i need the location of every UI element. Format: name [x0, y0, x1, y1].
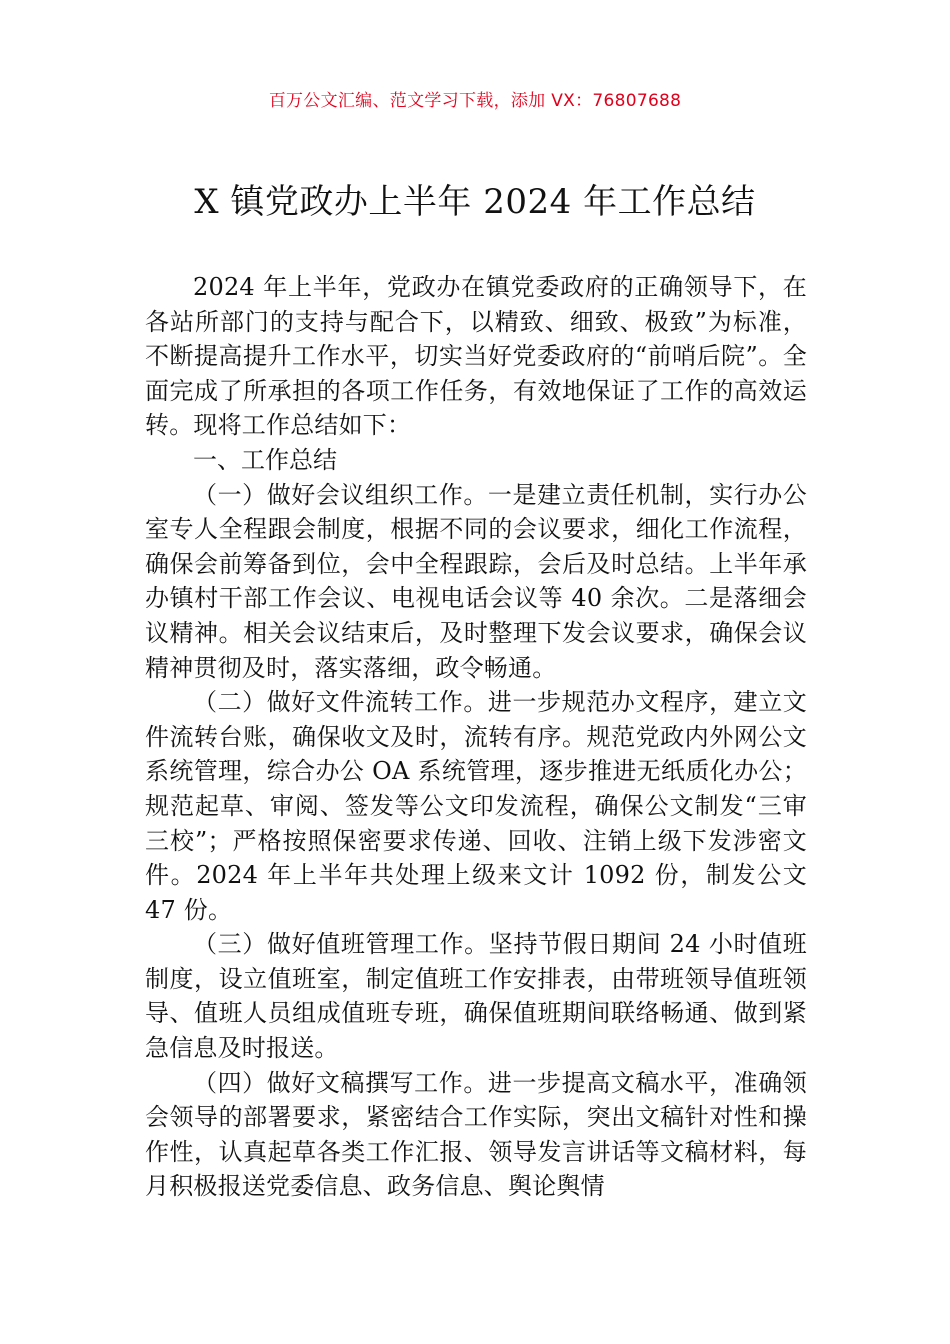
meeting-paragraph: （一）做好会议组织工作。一是建立责任机制，实行办公室专人全程跟会制度，根据不同的会议要求，细化工作流程，确保会前筹备到位，会中全程跟踪，会后及时总结。上半年承办镇村干部工作会议、电视电话会议等 40 余次。二是落细会议精神。相关会议结束后，及时整理下发会议要求，确保会议精神贯彻及时，落实落细，政令畅通。 [145, 480, 807, 682]
intro-paragraph: 2024 年上半年，党政办在镇党委政府的正确领导下，在各站所部门的支持与配合下，以精致、细致、极致”为标准，不断提高提升工作水平，切实当好党委政府的“前哨后院”。全面完成了所承担的各项工作任务，有效地保证了工作的高效运转。现将工作总结如下： [145, 273, 807, 440]
section-heading: 一、工作总结 [193, 445, 337, 474]
watermark-banner: 百万公文汇编、范文学习下载，添加 VX：76807688 [268, 91, 682, 111]
document-flow-paragraph: （二）做好文件流转工作。进一步规范办文程序，建立文件流转台账，确保收文及时，流转有序。规范党政内外网公文系统管理，综合办公 OA 系统管理，逐步推进无纸质化办公；规范起草、审阅、签发等公文印发流程，确保公文制发“三审三校”；严格按照保密要求传递、回收、注销上级下发涉密文件。2024 年上半年共处理上级来文计 1092 份，制发公文 47 份。 [145, 688, 807, 924]
duty-paragraph: （三）做好值班管理工作。坚持节假日期间 24 小时值班制度，设立值班室，制定值班工作安排表，由带班领导值班领导、值班人员组成值班专班，确保值班期间联络畅通、做到紧急信息及时报送。 [145, 930, 807, 1063]
document-body [145, 270, 807, 1204]
writing-paragraph: （四）做好文稿撰写工作。进一步提高文稿水平，准确领会领导的部署要求，紧密结合工作实际，突出文稿针对性和操作性，认真起草各类工作汇报、领导发言讲话等文稿材料，每月积极报送党委信息、政务信息、舆论舆情 [145, 1068, 807, 1201]
document-title: X 镇党政办上半年 2024 年工作总结 [194, 182, 756, 222]
